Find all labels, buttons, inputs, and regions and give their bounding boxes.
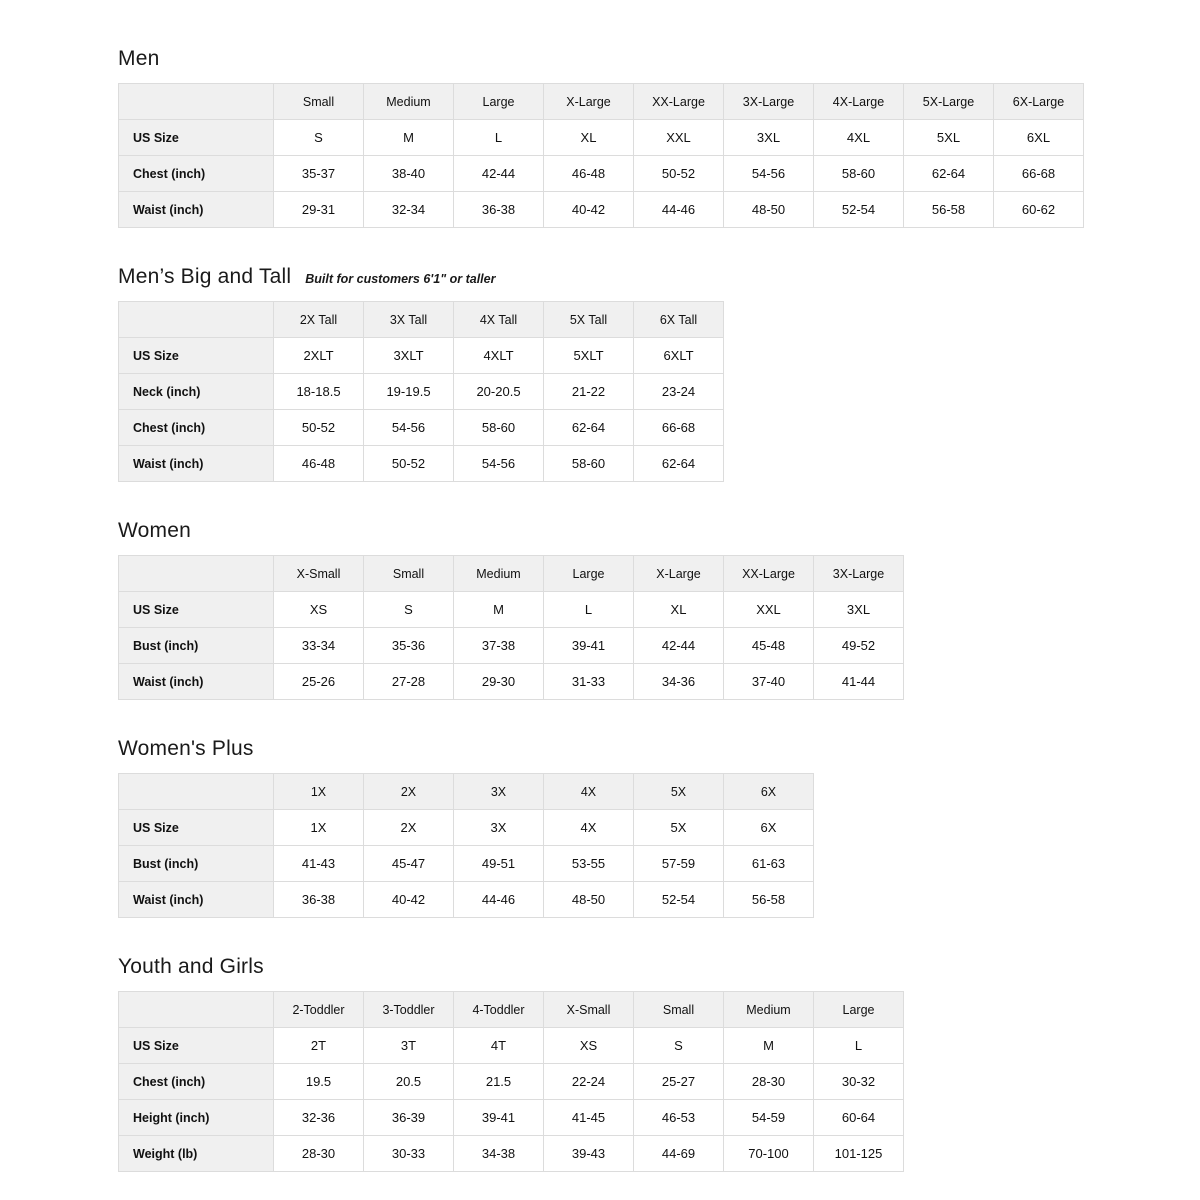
column-header-cell: 3-Toddler	[364, 992, 454, 1028]
column-header-cell: X-Large	[634, 556, 724, 592]
value-cell: 34-38	[454, 1136, 544, 1172]
value-cell: 66-68	[634, 410, 724, 446]
value-cell: 23-24	[634, 374, 724, 410]
table-header-row	[119, 992, 904, 1028]
column-header-cell: Large	[814, 992, 904, 1028]
value-cell: 58-60	[814, 156, 904, 192]
value-cell: 38-40	[364, 156, 454, 192]
row-label-cell: Chest (inch)	[119, 156, 274, 192]
value-cell: 37-38	[454, 628, 544, 664]
corner-cell	[119, 556, 274, 592]
value-cell: 5XL	[904, 120, 994, 156]
value-cell: XL	[634, 592, 724, 628]
section-heading	[118, 954, 1140, 982]
value-cell: 57-59	[634, 846, 724, 882]
value-cell: 41-45	[544, 1100, 634, 1136]
value-cell: 25-26	[274, 664, 364, 700]
section-title: Women's Plus	[118, 737, 254, 760]
column-header-cell: Large	[454, 84, 544, 120]
value-cell: 58-60	[454, 410, 544, 446]
column-header-cell: XX-Large	[634, 84, 724, 120]
value-cell: 60-62	[994, 192, 1084, 228]
value-cell: XS	[544, 1028, 634, 1064]
row-label-cell: US Size	[119, 592, 274, 628]
table-row	[119, 882, 814, 918]
value-cell: 62-64	[904, 156, 994, 192]
size-section-mens-big-and-tall	[118, 264, 1140, 482]
corner-cell	[119, 992, 274, 1028]
value-cell: 22-24	[544, 1064, 634, 1100]
section-heading	[118, 264, 1140, 292]
value-cell: M	[454, 592, 544, 628]
section-title: Men	[118, 47, 160, 70]
value-cell: 27-28	[364, 664, 454, 700]
value-cell: 4T	[454, 1028, 544, 1064]
column-header-cell: X-Small	[544, 992, 634, 1028]
table-row	[119, 1136, 904, 1172]
table-row	[119, 628, 904, 664]
value-cell: 21.5	[454, 1064, 544, 1100]
value-cell: L	[454, 120, 544, 156]
column-header-cell: 5X Tall	[544, 302, 634, 338]
row-label-cell: US Size	[119, 338, 274, 374]
value-cell: L	[814, 1028, 904, 1064]
value-cell: 50-52	[634, 156, 724, 192]
value-cell: 48-50	[724, 192, 814, 228]
column-header-cell: 4X Tall	[454, 302, 544, 338]
value-cell: L	[544, 592, 634, 628]
value-cell: 32-34	[364, 192, 454, 228]
row-label-cell: Waist (inch)	[119, 192, 274, 228]
column-header-cell: 3X-Large	[724, 84, 814, 120]
corner-cell	[119, 84, 274, 120]
value-cell: 62-64	[544, 410, 634, 446]
value-cell: 58-60	[544, 446, 634, 482]
value-cell: 46-48	[274, 446, 364, 482]
column-header-cell: Medium	[454, 556, 544, 592]
value-cell: 4XL	[814, 120, 904, 156]
row-label-cell: Waist (inch)	[119, 446, 274, 482]
value-cell: 31-33	[544, 664, 634, 700]
column-header-cell: 3X-Large	[814, 556, 904, 592]
column-header-cell: 5X	[634, 774, 724, 810]
value-cell: 42-44	[454, 156, 544, 192]
table-row	[119, 120, 1084, 156]
table-row	[119, 1100, 904, 1136]
value-cell: 1X	[274, 810, 364, 846]
value-cell: 54-56	[724, 156, 814, 192]
value-cell: 54-56	[454, 446, 544, 482]
value-cell: 41-43	[274, 846, 364, 882]
value-cell: 66-68	[994, 156, 1084, 192]
value-cell: S	[274, 120, 364, 156]
column-header-cell: 2-Toddler	[274, 992, 364, 1028]
value-cell: M	[364, 120, 454, 156]
table-header-row	[119, 302, 724, 338]
section-heading	[118, 518, 1140, 546]
section-subtitle: Built for customers 6'1" or taller	[305, 272, 496, 286]
column-header-cell: Medium	[724, 992, 814, 1028]
column-header-cell: X-Large	[544, 84, 634, 120]
row-label-cell: Height (inch)	[119, 1100, 274, 1136]
table-row	[119, 410, 724, 446]
table-row	[119, 192, 1084, 228]
value-cell: 37-40	[724, 664, 814, 700]
column-header-cell: Small	[364, 556, 454, 592]
section-heading	[118, 46, 1140, 74]
value-cell: 4X	[544, 810, 634, 846]
section-title: Women	[118, 519, 191, 542]
value-cell: 50-52	[274, 410, 364, 446]
size-table-youth-and-girls	[118, 991, 904, 1172]
table-row	[119, 156, 1084, 192]
column-header-cell: 3X	[454, 774, 544, 810]
value-cell: 2XLT	[274, 338, 364, 374]
value-cell: 46-48	[544, 156, 634, 192]
value-cell: 21-22	[544, 374, 634, 410]
value-cell: M	[724, 1028, 814, 1064]
value-cell: 101-125	[814, 1136, 904, 1172]
value-cell: 20.5	[364, 1064, 454, 1100]
value-cell: 29-31	[274, 192, 364, 228]
row-label-cell: US Size	[119, 120, 274, 156]
section-title: Men’s Big and Tall	[118, 265, 292, 288]
size-table-womens-plus	[118, 773, 814, 918]
value-cell: 44-69	[634, 1136, 724, 1172]
value-cell: 36-39	[364, 1100, 454, 1136]
column-header-cell: 4-Toddler	[454, 992, 544, 1028]
value-cell: 54-59	[724, 1100, 814, 1136]
value-cell: 40-42	[364, 882, 454, 918]
row-label-cell: Neck (inch)	[119, 374, 274, 410]
column-header-cell: X-Small	[274, 556, 364, 592]
table-row	[119, 592, 904, 628]
table-header-row	[119, 774, 814, 810]
value-cell: 36-38	[274, 882, 364, 918]
size-section-youth-and-girls	[118, 954, 1140, 1172]
value-cell: XXL	[724, 592, 814, 628]
value-cell: 18-18.5	[274, 374, 364, 410]
table-row	[119, 338, 724, 374]
sections-container	[118, 46, 1140, 1172]
table-header-row	[119, 556, 904, 592]
value-cell: 49-52	[814, 628, 904, 664]
column-header-cell: XX-Large	[724, 556, 814, 592]
value-cell: 19-19.5	[364, 374, 454, 410]
value-cell: XL	[544, 120, 634, 156]
column-header-cell: Large	[544, 556, 634, 592]
value-cell: 39-43	[544, 1136, 634, 1172]
size-section-womens-plus	[118, 736, 1140, 918]
row-label-cell: US Size	[119, 810, 274, 846]
column-header-cell: 1X	[274, 774, 364, 810]
value-cell: 32-36	[274, 1100, 364, 1136]
table-row	[119, 810, 814, 846]
value-cell: 5X	[634, 810, 724, 846]
value-cell: 33-34	[274, 628, 364, 664]
column-header-cell: 6X	[724, 774, 814, 810]
column-header-cell: Small	[634, 992, 724, 1028]
value-cell: 3X	[454, 810, 544, 846]
value-cell: 30-33	[364, 1136, 454, 1172]
value-cell: 28-30	[724, 1064, 814, 1100]
row-label-cell: Weight (lb)	[119, 1136, 274, 1172]
value-cell: XXL	[634, 120, 724, 156]
value-cell: 60-64	[814, 1100, 904, 1136]
value-cell: S	[634, 1028, 724, 1064]
value-cell: 2X	[364, 810, 454, 846]
value-cell: 29-30	[454, 664, 544, 700]
value-cell: 49-51	[454, 846, 544, 882]
corner-cell	[119, 774, 274, 810]
table-row	[119, 664, 904, 700]
value-cell: 42-44	[634, 628, 724, 664]
table-row	[119, 1064, 904, 1100]
section-title: Youth and Girls	[118, 955, 264, 978]
value-cell: 34-36	[634, 664, 724, 700]
value-cell: 3XL	[814, 592, 904, 628]
value-cell: 41-44	[814, 664, 904, 700]
value-cell: 36-38	[454, 192, 544, 228]
value-cell: 44-46	[634, 192, 724, 228]
corner-cell	[119, 302, 274, 338]
column-header-cell: 2X	[364, 774, 454, 810]
column-header-cell: 6X-Large	[994, 84, 1084, 120]
value-cell: 56-58	[724, 882, 814, 918]
value-cell: 39-41	[454, 1100, 544, 1136]
table-row	[119, 374, 724, 410]
size-table-women	[118, 555, 904, 700]
value-cell: 30-32	[814, 1064, 904, 1100]
column-header-cell: Small	[274, 84, 364, 120]
size-table-mens-big-and-tall	[118, 301, 724, 482]
value-cell: 6X	[724, 810, 814, 846]
row-label-cell: US Size	[119, 1028, 274, 1064]
value-cell: 54-56	[364, 410, 454, 446]
value-cell: 4XLT	[454, 338, 544, 374]
value-cell: 6XL	[994, 120, 1084, 156]
row-label-cell: Waist (inch)	[119, 882, 274, 918]
column-header-cell: 5X-Large	[904, 84, 994, 120]
size-table-men	[118, 83, 1084, 228]
value-cell: 3XL	[724, 120, 814, 156]
column-header-cell: Medium	[364, 84, 454, 120]
table-row	[119, 1028, 904, 1064]
value-cell: 28-30	[274, 1136, 364, 1172]
section-heading	[118, 736, 1140, 764]
value-cell: 5XLT	[544, 338, 634, 374]
value-cell: 61-63	[724, 846, 814, 882]
column-header-cell: 2X Tall	[274, 302, 364, 338]
value-cell: S	[364, 592, 454, 628]
value-cell: 45-47	[364, 846, 454, 882]
table-row	[119, 446, 724, 482]
value-cell: 50-52	[364, 446, 454, 482]
value-cell: 53-55	[544, 846, 634, 882]
value-cell: 45-48	[724, 628, 814, 664]
value-cell: 3T	[364, 1028, 454, 1064]
value-cell: 52-54	[814, 192, 904, 228]
column-header-cell: 6X Tall	[634, 302, 724, 338]
value-cell: 52-54	[634, 882, 724, 918]
size-section-men	[118, 46, 1140, 228]
value-cell: 3XLT	[364, 338, 454, 374]
row-label-cell: Bust (inch)	[119, 846, 274, 882]
value-cell: 6XLT	[634, 338, 724, 374]
value-cell: 20-20.5	[454, 374, 544, 410]
value-cell: 35-36	[364, 628, 454, 664]
row-label-cell: Chest (inch)	[119, 410, 274, 446]
row-label-cell: Chest (inch)	[119, 1064, 274, 1100]
table-header-row	[119, 84, 1084, 120]
value-cell: 35-37	[274, 156, 364, 192]
value-cell: 48-50	[544, 882, 634, 918]
value-cell: 40-42	[544, 192, 634, 228]
value-cell: 19.5	[274, 1064, 364, 1100]
value-cell: 25-27	[634, 1064, 724, 1100]
value-cell: 39-41	[544, 628, 634, 664]
value-cell: 2T	[274, 1028, 364, 1064]
value-cell: 44-46	[454, 882, 544, 918]
row-label-cell: Bust (inch)	[119, 628, 274, 664]
value-cell: 56-58	[904, 192, 994, 228]
column-header-cell: 3X Tall	[364, 302, 454, 338]
value-cell: 70-100	[724, 1136, 814, 1172]
column-header-cell: 4X-Large	[814, 84, 904, 120]
value-cell: XS	[274, 592, 364, 628]
size-section-women	[118, 518, 1140, 700]
value-cell: 46-53	[634, 1100, 724, 1136]
column-header-cell: 4X	[544, 774, 634, 810]
row-label-cell: Waist (inch)	[119, 664, 274, 700]
value-cell: 62-64	[634, 446, 724, 482]
table-row	[119, 846, 814, 882]
